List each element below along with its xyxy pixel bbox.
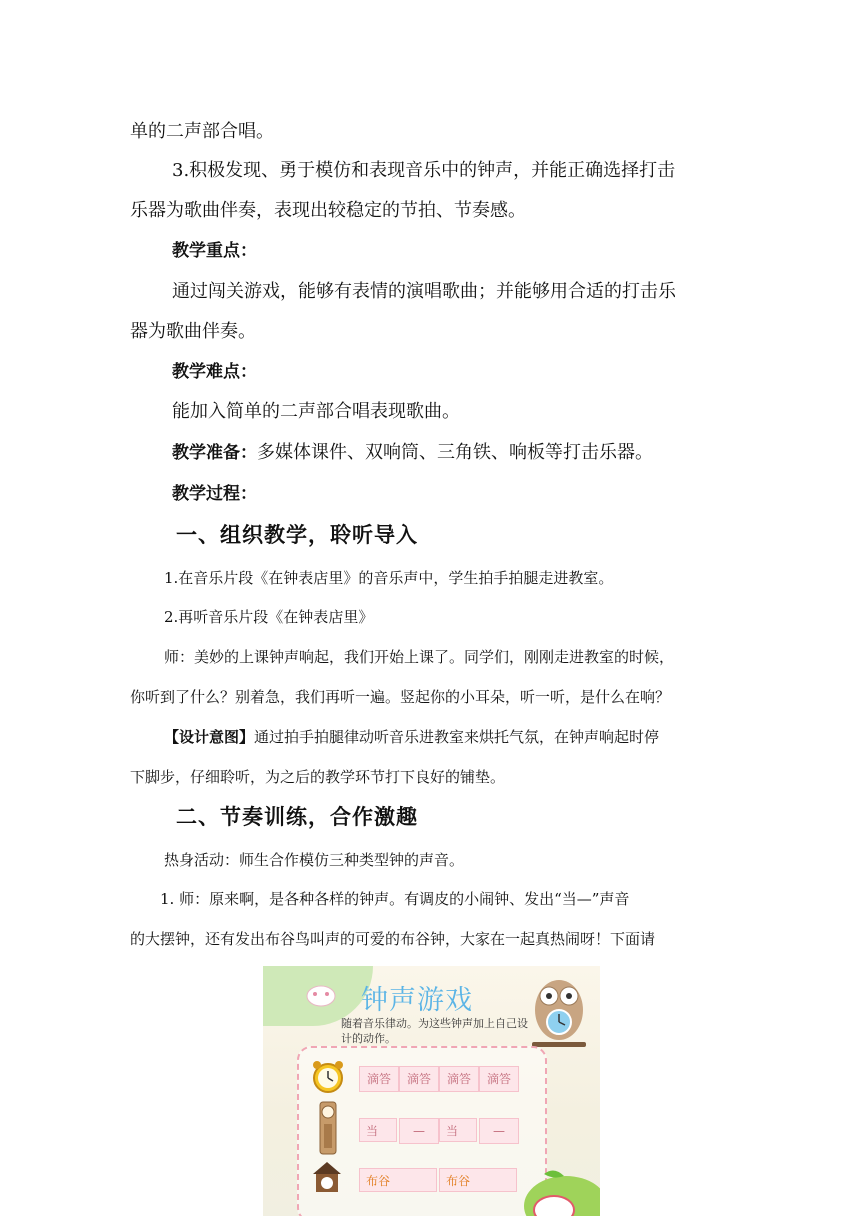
goal-3-line2: 乐器为歌曲伴奏，表现出较稳定的节拍、节奏感。: [130, 200, 526, 221]
section-2-item-1-line2: 的大摆钟，还有发出布谷鸟叫声的可爱的布谷钟，大家在一起真热闹呀！下面请: [130, 930, 656, 948]
rhythm-cell: 布谷: [439, 1168, 517, 1192]
design-intent-line2: 下脚步，仔细聆听，为之后的教学环节打下良好的铺垫。: [130, 768, 506, 786]
clock-game-illustration: [263, 966, 600, 1216]
warmup-line: 热身活动：师生合作模仿三种类型钟的声音。: [164, 851, 465, 869]
rhythm-cell: 滴答: [359, 1066, 399, 1092]
rhythm-cell: 当: [359, 1118, 397, 1142]
paragraph-continuation: 单的二声部合唱。: [130, 121, 274, 142]
cuckoo-clock-icon: [311, 1160, 343, 1196]
rhythm-cell: —: [399, 1118, 439, 1144]
grandfather-clock-icon: [317, 1100, 339, 1156]
rhythm-cell: 布谷: [359, 1168, 437, 1192]
owl-clock-icon: [530, 970, 588, 1050]
rhythm-cell: 滴答: [399, 1066, 439, 1092]
apple-clock-decoration: [514, 1166, 600, 1216]
picture-subtitle: 随着音乐律动。为这些钟声加上自己设计的动作。: [341, 1017, 528, 1045]
difficulty-label: 教学难点：: [172, 362, 257, 382]
section-1-item-1: 1.在音乐片段《在钟表店里》的音乐声中，学生拍手拍腿走进教室。: [164, 569, 614, 587]
goal-3-line1: 3.积极发现、勇于模仿和表现音乐中的钟声，并能正确选择打击: [172, 160, 676, 181]
design-intent-label: 【设计意图】: [164, 728, 255, 746]
teacher-line-2: 你听到了什么？别着急，我们再听一遍。竖起你的小耳朵，听一听，是什么在响？: [130, 688, 671, 706]
prep-line: [172, 441, 772, 465]
difficulty-text: 能加入简单的二声部合唱表现歌曲。: [172, 401, 460, 422]
rhythm-cell: —: [479, 1118, 519, 1144]
design-intent-text: 通过拍手拍腿律动听音乐进教室来烘托气氛，在钟声响起时停: [254, 728, 660, 746]
rhythm-cell: 滴答: [439, 1066, 479, 1092]
section-1-item-2: 2.再听音乐片段《在钟表店里》: [164, 608, 374, 626]
process-label: 教学过程：: [172, 484, 257, 504]
teacher-line-1: 师：美妙的上课钟声响起，我们开始上课了。同学们，刚刚走进教室的时候，: [164, 648, 675, 666]
focus-label: 教学重点：: [172, 241, 257, 261]
section-2-heading: 二、节奏训练，合作激趣: [176, 805, 418, 829]
rhythm-cell: 滴答: [479, 1066, 519, 1092]
prep-text: 多媒体课件、双响筒、三角铁、响板等打击乐器。: [257, 442, 653, 463]
focus-line2: 器为歌曲伴奏。: [130, 321, 256, 342]
design-intent-line1: [164, 725, 730, 749]
rhythm-table: [297, 1046, 547, 1216]
prep-label: 教学准备：: [172, 443, 257, 463]
pig-icon: [303, 980, 339, 1008]
picture-title: 钟声游戏: [361, 985, 473, 1016]
section-1-heading: 一、组织教学，聆听导入: [176, 523, 418, 547]
rhythm-cell: 当: [439, 1118, 477, 1142]
alarm-clock-icon: [311, 1060, 345, 1094]
section-2-item-1-line1: 1. 师：原来啊，是各种各样的钟声。有调皮的小闹钟、发出“当—”声音: [160, 890, 630, 908]
focus-line1: 通过闯关游戏，能够有表情的演唱歌曲；并能够用合适的打击乐: [172, 281, 676, 302]
